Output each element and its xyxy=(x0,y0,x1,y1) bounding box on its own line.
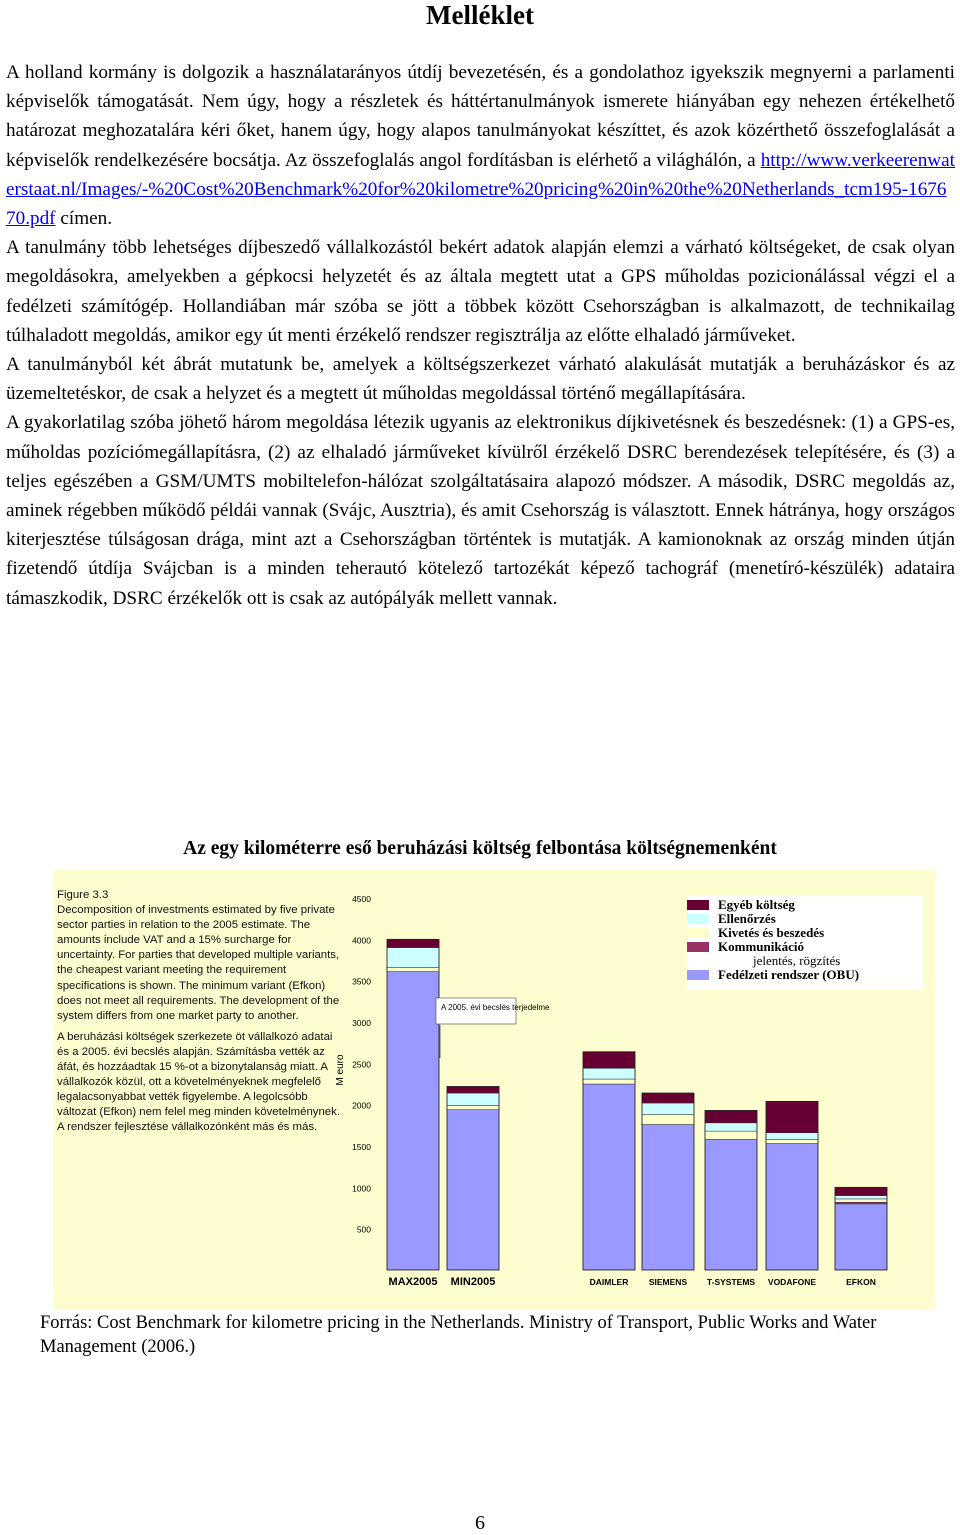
bar-segment xyxy=(835,1187,887,1195)
legend-label: Fedélzeti rendszer (OBU) xyxy=(718,967,860,982)
legend-label: Kommunikáció xyxy=(718,939,804,954)
bar-segment xyxy=(387,948,439,968)
paragraph-3: A tanulmányból két ábrát mutatunk be, amelyek a költségszerkezet várható alakulását mutatják a beruházáskor és az üzemeltetéskor, de csak a helyzet és a megtett út műholdas megoldással történő megállapítására. xyxy=(6,354,955,405)
y-tick-label: 2500 xyxy=(352,1059,371,1070)
y-tick-label: 4500 xyxy=(352,894,371,904)
bar-segment xyxy=(705,1139,757,1270)
body-text xyxy=(6,58,955,613)
paragraph-1-end: címen. xyxy=(55,208,113,230)
figure-caption xyxy=(57,888,347,1136)
bar-segment xyxy=(642,1093,694,1103)
legend-item xyxy=(687,968,859,982)
legend-item xyxy=(687,898,795,912)
figure-heading: Az egy kilométerre eső beruházási költség felbontása költségnemenként xyxy=(183,838,777,859)
legend-label: Ellenőrzés xyxy=(718,911,776,926)
legend-label: Kivetés és beszedés xyxy=(718,925,825,940)
legend-swatch xyxy=(687,970,709,980)
chart-figure xyxy=(53,870,935,1310)
bar-segment xyxy=(766,1144,818,1270)
page-number: 6 xyxy=(475,1512,485,1534)
hungarian-caption: A beruházási költségek szerkezete öt vállalkozó adatai és a 2005. évi becslés alapján. Számításba vették az áfát, és hozzáadtak 15 %-ot a bizonytalanság miatt. A vállalkozók közül, ott a követelményeknek megfelelő legalacsonyabbat vették figyelembe. A legolcsóbb változat (Efkon) nem felel meg minden követelménynek. A rendszer fejlesztése vállalkozónként más és más. xyxy=(57,1030,341,1134)
y-tick-label: 2000 xyxy=(352,1100,371,1111)
legend-swatch xyxy=(687,914,709,924)
paragraph-4: A gyakorlatilag szóba jöhető három megoldása létezik ugyanis az elektronikus díjkivetésnek és beszedésnek: (1) a GPS-es, műholdas pozíciómegállapításra, (2) az elhaladó járműveket kívülről érzékelő DSRC berendezések telepítésére, és (3) a teljes egészében a GSM/UMTS mobiltelefon-hálózat szolgáltatásaira alapozó módszer. A második, DSRC megoldás az, aminek régebben működő példái vannak (Svájc, Ausztria), és amit Csehország is választott. Ennek hátránya, hogy országos kiterjesztése túlságosan drága, mint azt a Csehországban történtek is mutatják. A kamionoknak az ország minden útján fizetendő útdíja Svájcban is a minden teherautó kötelező tartozékát képező tachográf (menetíró-készülék) adataira támaszkodik, DSRC érzékelők ott is csak az autópályák mellett vannak. xyxy=(6,412,955,609)
bar-segment xyxy=(447,1110,499,1270)
x-tick-label: MIN2005 xyxy=(450,1276,496,1288)
legend-label: jelentés, rögzítés xyxy=(753,953,841,968)
chart-legend xyxy=(687,896,923,990)
y-tick-label: 1500 xyxy=(352,1142,371,1152)
bar-segment xyxy=(387,939,439,947)
figure-source: Forrás: Cost Benchmark for kilometre pricing in the Netherlands. Ministry of Transport, Public Works and Water Management (2006.) xyxy=(40,1313,877,1357)
y-tick-label: 4000 xyxy=(352,935,371,946)
legend-swatch xyxy=(687,942,709,952)
bar-segment xyxy=(705,1123,757,1131)
y-tick-label: 500 xyxy=(356,1224,371,1235)
legend-item xyxy=(687,940,804,954)
x-tick-label: VODAFONE xyxy=(767,1277,817,1287)
x-tick-label: DAIMLER xyxy=(589,1277,629,1287)
english-caption: Decomposition of investments estimated by five private sector parties in relation to the 2005 estimate. The amounts include VAT and a 15% surcharge for uncertainty. For parties that developed multiple variants, the cheapest variant meeting the requirement specifications is shown. The minimum variant (Efkon) does not meet all requirements. The development of the system differs from one market party to another. xyxy=(57,904,340,1022)
bar-segment xyxy=(583,1068,635,1079)
bar-segment xyxy=(642,1103,694,1115)
x-tick-label: EFKON xyxy=(846,1277,876,1287)
bar-segment xyxy=(583,1079,635,1084)
bar-segment xyxy=(766,1101,818,1132)
bar-segment xyxy=(583,1084,635,1270)
legend-swatch xyxy=(687,928,709,938)
paragraph-2: A tanulmány több lehetséges díjbeszedő vállalkozástól bekért adatok alapján elemzi a várható költségeket, de csak olyan megoldásokra, amelyekben a gépkocsi helyzetét és az általa megtett utat a GPS műholdas pozicionálással végzi el a fedélzeti számítógép. Hollandiában már szóba se jött a többek között Csehországban is alkalmazott, de technikailag túlhaladott megoldás, amikor egy út menti érzékelő rendszer regisztrálja az előtte elhaladó járműveket. xyxy=(6,237,955,346)
paragraph-1-text: A holland kormány is dolgozik a használatarányos útdíj bevezetésén, és a gondolathoz igyekszik megnyerni a parlamenti képviselők támogatását. Nem úgy, hogy a részletek és háttértanulmányok ismerete hiányában egy nehezen értékelhető határozat meghozatalára kéri őket, hanem úgy, hogy alapos tanulmányokat készíttet, és azok közérthető összefoglalását a képviselők rendelkezésére bocsátja. Az összefoglalás angol fordításban is elérhető a világhálón, a xyxy=(6,62,955,171)
y-tick-label: 3000 xyxy=(352,1018,371,1028)
bar-segment xyxy=(766,1133,818,1140)
bar-segment xyxy=(447,1105,499,1109)
bar-segment xyxy=(766,1139,818,1143)
bar-segment xyxy=(705,1110,757,1122)
paragraph-1 xyxy=(6,58,955,233)
x-tick-label: MAX2005 xyxy=(388,1276,438,1288)
report-link[interactable]: http://www.verkeerenwaterstaat.nl/Images/-%20Cost%20Benchmark%20for%20kilometre%20pricing%20in%20the%20Netherlands_tcm195-167670.pdf xyxy=(6,149,955,230)
x-tick-label: T-SYSTEMS xyxy=(706,1277,756,1287)
legend-label: Egyéb költség xyxy=(718,897,795,912)
bar-segment xyxy=(835,1196,887,1199)
bar-segment xyxy=(387,967,439,971)
annotation-text: A 2005. évi becslés terjedelme xyxy=(441,1003,550,1012)
y-axis-label: M euro xyxy=(335,1054,346,1086)
page-title: Melléklet xyxy=(426,0,534,30)
legend-item xyxy=(687,926,824,940)
bar-segment xyxy=(835,1204,887,1270)
legend-swatch xyxy=(687,900,709,910)
figure-label: Figure 3.3 xyxy=(57,889,109,901)
bar-segment xyxy=(387,972,439,1270)
y-tick-label: 1000 xyxy=(352,1183,371,1194)
bar-segment xyxy=(642,1125,694,1270)
legend-item xyxy=(687,912,776,926)
bar-segment xyxy=(705,1131,757,1139)
bar-segment xyxy=(835,1199,887,1202)
x-tick-label: SIEMENS xyxy=(648,1277,688,1287)
y-tick-label: 3500 xyxy=(352,976,371,987)
bar-segment xyxy=(642,1115,694,1125)
bar-segment xyxy=(447,1093,499,1105)
legend-item-continued xyxy=(753,954,840,968)
bar-segment xyxy=(583,1052,635,1069)
bar-segment xyxy=(447,1086,499,1093)
